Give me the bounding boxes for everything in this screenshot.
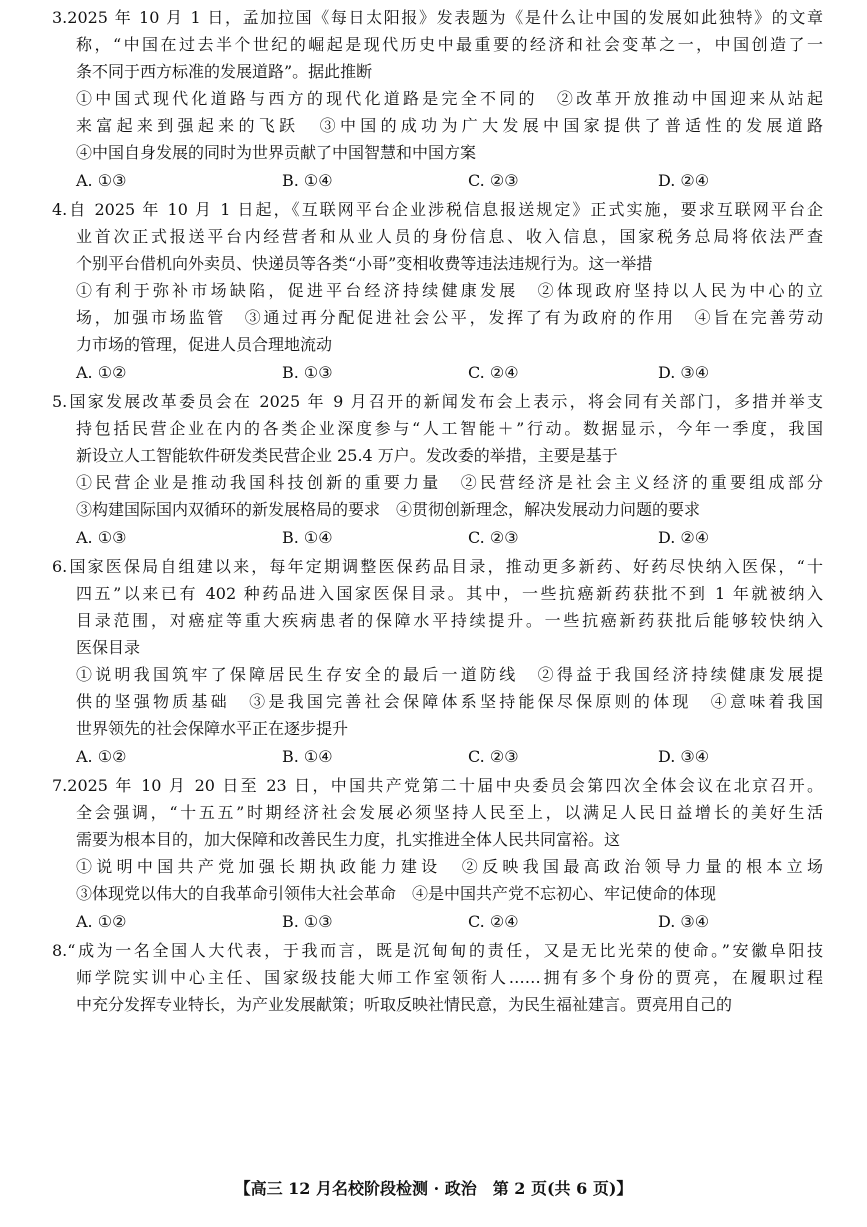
statement-options-line: ①有利于弥补市场缺陷，促进平台经济持续健康发展 ②体现政府坚持以人民为中心的立 (76, 281, 823, 300)
answer-choices (52, 907, 823, 937)
statement-options-line: ③构建国际国内双循环的新发展格局的要求 ④贯彻创新理念，解决发展动力问题的要求 (76, 500, 701, 519)
answer-choices (52, 523, 823, 553)
statement-options-line: 供的坚强物质基础 ③是我国完善社会保障体系坚持能保尽保原则的体现 ④意味着我国 (76, 692, 823, 711)
question-stem-line: 条不同于西方标准的发展道路”。据此推断 (76, 62, 373, 81)
question-stem-line: 业首次正式报送平台内经营者和从业人员的身份信息、收入信息，国家税务总局将依法严查 (76, 227, 823, 246)
question-block (52, 196, 823, 388)
answer-choice: D. ③④ (658, 747, 710, 766)
question-stem-line: 个别平台借机向外卖员、快递员等各类“小哥”变相收费等违法违规行为。这一举措 (76, 254, 653, 273)
answer-choice: A. ①③ (76, 528, 127, 547)
question-stem-line: 3.2025 年 10 月 1 日，孟加拉国《每日太阳报》发表题为《是什么让中国的发展如此独特》的文章 (52, 8, 823, 27)
question-stem-line: 目录范围，对癌症等重大疾病患者的保障水平持续提升。一些抗癌新药获批后能够较快纳入 (76, 611, 823, 630)
statement-options-line: ③体现党以伟大的自我革命引领伟大社会革命 ④是中国共产党不忘初心、牢记使命的体现 (76, 884, 717, 903)
answer-choice: C. ②③ (468, 171, 519, 190)
question-stem-line: 师学院实训中心主任、国家级技能大师工作室领衔人……拥有多个身份的贾亮，在履职过程 (76, 968, 823, 987)
question-stem-line: 6.国家医保局自组建以来，每年定期调整医保药品目录，推动更多新药、好药尽快纳入医保，“十 (52, 557, 823, 576)
statement-options-line: ①中国式现代化道路与西方的现代化道路是完全不同的 ②改革开放推动中国迎来从站起 (76, 89, 823, 108)
answer-choices (52, 742, 823, 772)
answer-choice: C. ②③ (468, 747, 519, 766)
answer-choice: A. ①③ (76, 171, 127, 190)
statement-options-line: ①说明中国共产党加强长期执政能力建设 ②反映我国最高政治领导力量的根本立场 (76, 857, 823, 876)
question-stem-line: 5.国家发展改革委员会在 2025 年 9 月召开的新闻发布会上表示，将会同有关部门，多措并举支 (52, 392, 823, 411)
answer-choice: B. ①④ (282, 747, 333, 766)
question-block (52, 772, 823, 937)
answer-choice: A. ①② (76, 912, 127, 931)
answer-choice: C. ②③ (468, 528, 519, 547)
question-stem-line: 新设立人工智能软件研发类民营企业 25.4 万户。发改委的举措，主要是基于 (76, 446, 618, 465)
statement-options-line: 来富起来到强起来的飞跃 ③中国的成功为广大发展中国家提供了普适性的发展道路 (76, 116, 823, 135)
answer-choice: D. ②④ (658, 528, 710, 547)
question-stem-line: 8.“成为一名全国人大代表，于我而言，既是沉甸甸的责任，又是无比光荣的使命。”安徽阜阳技 (52, 941, 823, 960)
answer-choice: B. ①③ (282, 363, 333, 382)
statement-options-line: ①说明我国筑牢了保障居民生存安全的最后一道防线 ②得益于我国经济持续健康发展提 (76, 665, 823, 684)
statement-options-line: 力市场的管理，促进人员合理地流动 (76, 335, 333, 354)
answer-choice: B. ①③ (282, 912, 333, 931)
question-stem-line: 中充分发挥专业特长，为产业发展献策；听取反映社情民意，为民生福祉建言。贾亮用自己的 (76, 995, 733, 1014)
answer-choice: D. ③④ (658, 363, 710, 382)
answer-choice: D. ③④ (658, 912, 710, 931)
statement-options-line: ④中国自身发展的同时为世界贡献了中国智慧和中国方案 (76, 143, 477, 162)
question-block (52, 937, 823, 1018)
question-stem-line: 7.2025 年 10 月 20 日至 23 日，中国共产党第二十届中央委员会第四次全体会议在北京召开。 (52, 776, 823, 795)
page-footer: 【高三 12 月名校阶段检测 · 政治 第 2 页(共 6 页)】 (234, 1179, 633, 1198)
answer-choices (52, 166, 823, 196)
question-stem-line: 医保目录 (76, 638, 141, 657)
answer-choice: C. ②④ (468, 912, 519, 931)
answer-choice: D. ②④ (658, 171, 710, 190)
answer-choices (52, 358, 823, 388)
answer-choice: C. ②④ (468, 363, 519, 382)
question-stem-line: 4.自 2025 年 10 月 1 日起，《互联网平台企业涉税信息报送规定》正式实施，要求互联网平台企 (52, 200, 823, 219)
answer-choice: A. ①② (76, 363, 127, 382)
question-list (52, 4, 823, 1018)
answer-choice: B. ①④ (282, 528, 333, 547)
question-block (52, 4, 823, 196)
answer-choice: B. ①④ (282, 171, 333, 190)
question-stem-line: 持包括民营企业在内的各类企业深度参与“人工智能＋”行动。数据显示，今年一季度，我国 (76, 419, 823, 438)
answer-choice: A. ①② (76, 747, 127, 766)
statement-options-line: ①民营企业是推动我国科技创新的重要力量 ②民营经济是社会主义经济的重要组成部分 (76, 473, 823, 492)
statement-options-line: 世界领先的社会保障水平正在逐步提升 (76, 719, 349, 738)
statement-options-line: 场，加强市场监管 ③通过再分配促进社会公平，发挥了有为政府的作用 ④旨在完善劳动 (76, 308, 823, 327)
question-stem-line: 称，“中国在过去半个世纪的崛起是现代历史中最重要的经济和社会变革之一，中国创造了一 (76, 35, 823, 54)
question-stem-line: 需要为根本目的，加大保障和改善民生力度，扎实推进全体人民共同富裕。这 (76, 830, 621, 849)
question-stem-line: 全会强调，“十五五”时期经济社会发展必须坚持人民至上，以满足人民日益增长的美好生活 (76, 803, 823, 822)
question-stem-line: 四五”以来已有 402 种药品进入国家医保目录。其中，一些抗癌新药获批不到 1 年就被纳入 (76, 584, 823, 603)
question-block (52, 553, 823, 772)
question-block (52, 388, 823, 553)
